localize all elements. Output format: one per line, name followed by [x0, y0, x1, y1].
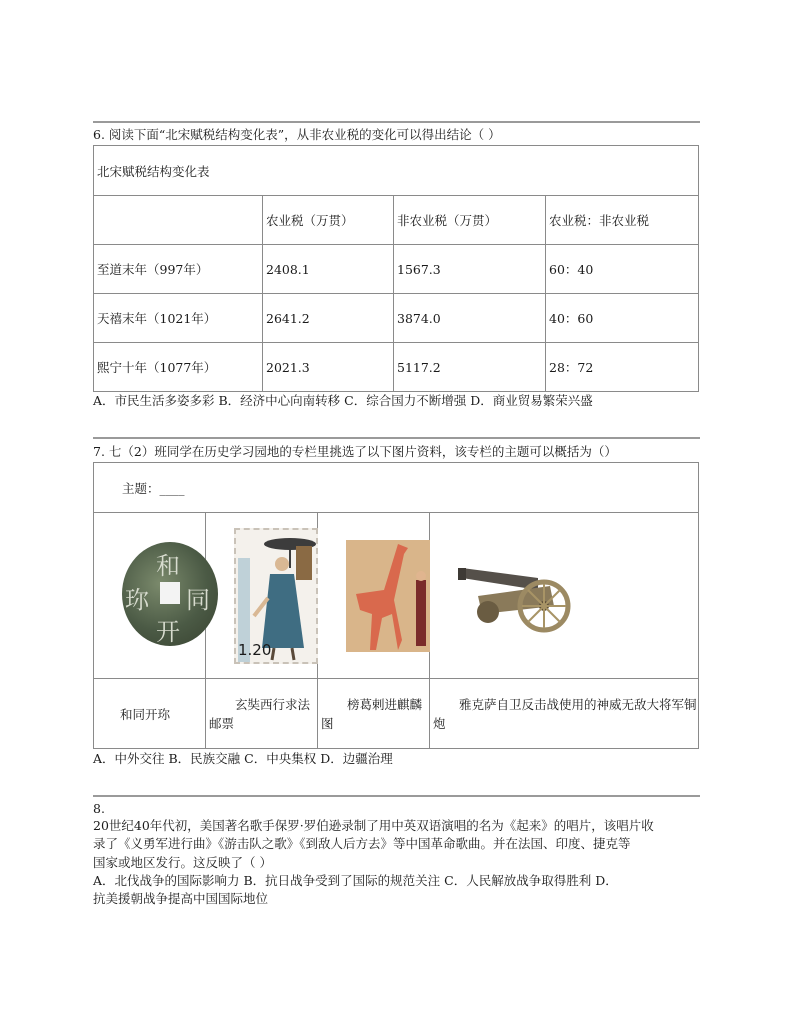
coin-char: 珎	[125, 586, 149, 614]
q8-options-line2: 抗美援朝战争提高中国国际地位	[93, 891, 269, 906]
theme-label: 主题：____	[94, 463, 699, 513]
table-row	[94, 294, 699, 343]
cell: 2021.3	[263, 343, 394, 392]
caption-cannon: 雅克萨自卫反击战使用的神威无敌大将军铜炮	[430, 679, 699, 749]
caption-row	[94, 679, 699, 749]
header-cell: 农业税：非农业税	[546, 196, 699, 245]
q8-options-line1: A．北伐战争的国际影响力 B．抗日战争受到了国际的规范关注 C．人民解放战争取得胜利 D．	[93, 873, 618, 888]
giraffe-painting-image	[346, 540, 430, 652]
coin-image	[122, 542, 210, 646]
q8-number: 8.	[93, 801, 105, 816]
cell: 40：60	[546, 294, 699, 343]
q8-text-line3: 国家或地区发行。这反映了（ ）	[93, 855, 272, 870]
coin-char: 同	[186, 586, 210, 614]
cell: 天禧末年（1021年）	[94, 294, 263, 343]
cell: 2408.1	[263, 245, 394, 294]
cell: 2641.2	[263, 294, 394, 343]
header-cell: 非农业税（万贯）	[394, 196, 546, 245]
q8-text-line2: 录了《义勇军进行曲》《游击队之歌》《到敌人后方去》等中国革命歌曲。并在法国、印度、捷克等	[93, 836, 631, 851]
divider-q6	[93, 121, 700, 123]
q7-prompt: 7. 七（2）班同学在历史学习园地的专栏里挑选了以下图片资料，该专栏的主题可以概括为（）	[93, 444, 617, 459]
cell: 熙宁十年（1077年）	[94, 343, 263, 392]
table-row	[94, 343, 699, 392]
caption-painting: 榜葛剌进麒麟图	[318, 679, 430, 749]
cell: 28：72	[546, 343, 699, 392]
table-title: 北宋赋税结构变化表	[94, 146, 699, 196]
coin-char: 和	[156, 552, 180, 580]
cannon-image	[458, 556, 568, 634]
cell: 60：40	[546, 245, 699, 294]
header-cell: 农业税（万贯）	[263, 196, 394, 245]
q6-prompt: 6. 阅读下面“北宋赋税结构变化表”，从非农业税的变化可以得出结论（ ）	[93, 127, 501, 142]
cell: 5117.2	[394, 343, 546, 392]
cell: 至道末年（997年）	[94, 245, 263, 294]
coin-char: 开	[156, 618, 180, 646]
q8-text-line1: 20世纪40年代初，美国著名歌手保罗·罗伯逊录制了用中英双语演唱的名为《起来》的唱片，该唱片收	[93, 818, 654, 833]
table-row	[94, 245, 699, 294]
divider-q7	[93, 437, 700, 439]
caption-coin: 和同开珎	[94, 679, 206, 749]
header-cell	[94, 196, 263, 245]
divider-q8	[93, 795, 700, 797]
q6-options: A．市民生活多姿多彩 B．经济中心向南转移 C．综合国力不断增强 D．商业贸易繁荣兴盛	[93, 393, 593, 408]
caption-stamp: 玄奘西行求法邮票	[206, 679, 318, 749]
cell: 1567.3	[394, 245, 546, 294]
stamp-value: 1.20	[238, 641, 272, 659]
q6-tax-table	[93, 145, 699, 392]
q7-options: A．中外交往 B．民族交融 C．中央集权 D．边疆治理	[93, 751, 393, 766]
stamp-image	[234, 528, 318, 664]
cell: 3874.0	[394, 294, 546, 343]
